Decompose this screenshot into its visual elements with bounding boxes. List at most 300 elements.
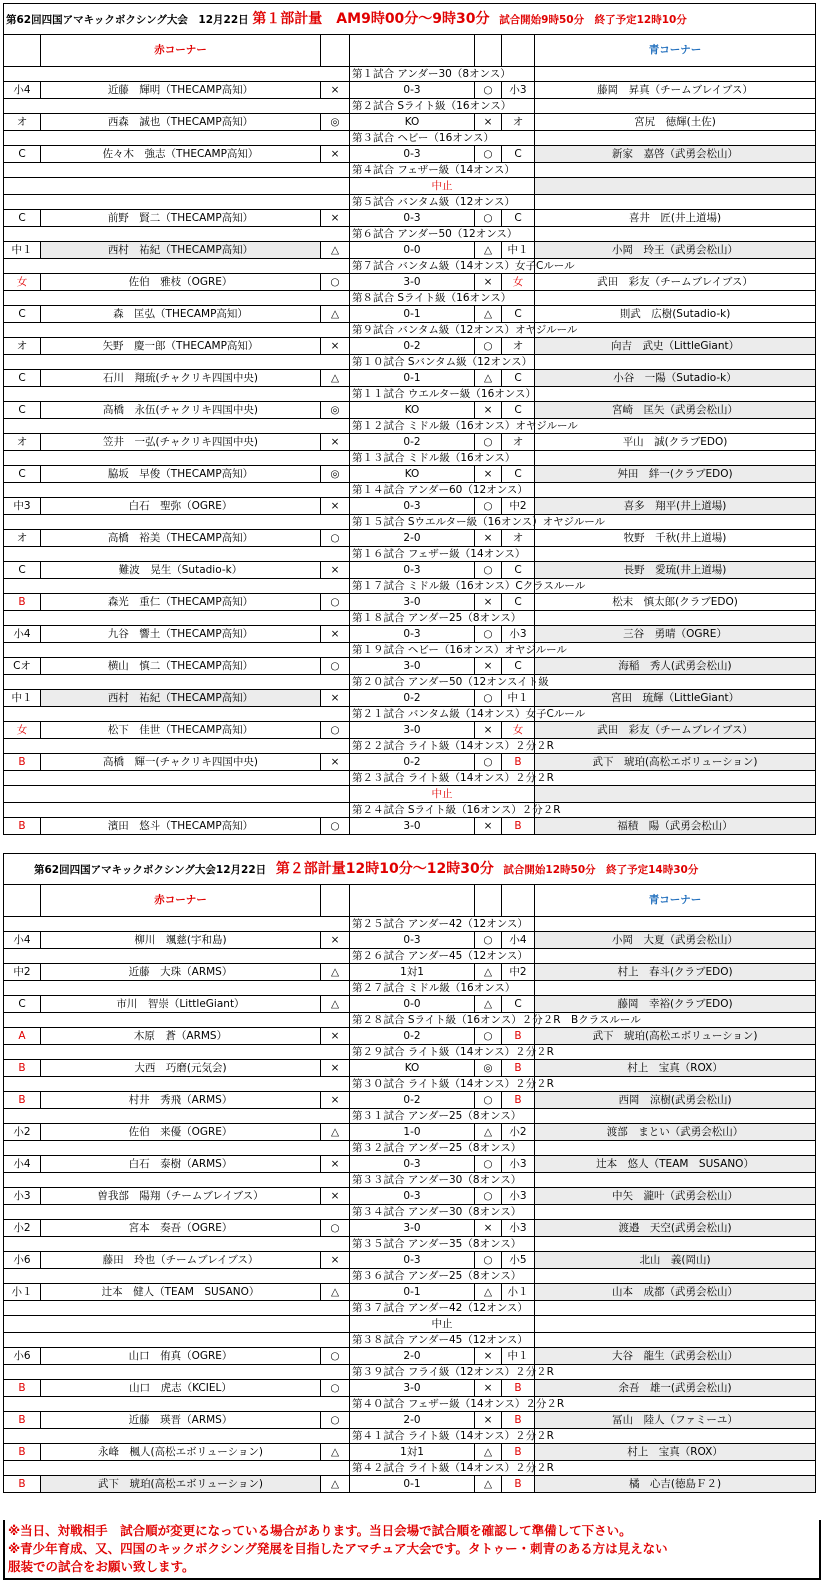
part2-header xyxy=(4,854,816,885)
blue-class: 小3 xyxy=(502,1188,535,1205)
bout-label: 第１１試合 ウエルター級（16オンス） xyxy=(350,387,535,402)
bout-label: 第１０試合 Sバンタム級（12オンス） xyxy=(350,355,535,370)
blue-class: 中2 xyxy=(502,964,535,981)
bout-score: 0-3 xyxy=(350,562,475,579)
bout-row xyxy=(4,594,816,611)
bout-label-row xyxy=(4,675,816,690)
bout-label-row xyxy=(4,1461,816,1476)
cancelled-label: 中止 xyxy=(350,1316,535,1333)
bout-score: 3-0 xyxy=(350,818,475,835)
blue-result-mark: × xyxy=(475,658,502,675)
blue-fighter-name: 向吉 武史（LittleGiant） xyxy=(535,338,816,355)
bout-label-row xyxy=(4,707,816,722)
bout-score: 3-0 xyxy=(350,722,475,739)
red-result-mark: × xyxy=(321,210,350,227)
red-result-mark: ◎ xyxy=(321,466,350,483)
red-fighter-name: 大西 巧磨(元気会) xyxy=(41,1060,321,1077)
bout-row xyxy=(4,1060,816,1077)
blue-fighter-name: 藤岡 昇真（チームブレイブス） xyxy=(535,82,816,99)
red-result-mark: × xyxy=(321,1060,350,1077)
bout-label: 第１６試合 フェザー級（14オンス） xyxy=(350,547,535,562)
bout-row xyxy=(4,210,816,227)
bout-row xyxy=(4,658,816,675)
blue-fighter-name: 舛田 絆一(クラブEDO) xyxy=(535,466,816,483)
red-fighter-name: 矢野 慶一郎（THECAMP高知） xyxy=(41,338,321,355)
red-result-mark: × xyxy=(321,434,350,451)
bout-label-row xyxy=(4,1205,816,1220)
bout-score: 0-3 xyxy=(350,626,475,643)
red-class: Cオ xyxy=(4,658,41,675)
bout-label: 第３５試合 アンダー35（8オンス） xyxy=(350,1237,535,1252)
bout-label-row xyxy=(4,1333,816,1348)
bout-label-row xyxy=(4,1173,816,1188)
blue-fighter-name: 北山 義(岡山) xyxy=(535,1252,816,1269)
bout-score: 0-2 xyxy=(350,690,475,707)
red-class: B xyxy=(4,1476,41,1493)
blue-class: オ xyxy=(502,530,535,547)
bout-score: 3-0 xyxy=(350,1220,475,1237)
blue-fighter-name: 武田 彩友（チームブレイブス） xyxy=(535,722,816,739)
blue-class: C xyxy=(502,594,535,611)
red-fighter-name: 前野 賢二（THECAMP高知） xyxy=(41,210,321,227)
red-result-mark: △ xyxy=(321,996,350,1013)
bout-label-row xyxy=(4,163,816,178)
bout-score: 3-0 xyxy=(350,658,475,675)
part2-schedule xyxy=(3,853,815,1493)
bout-row xyxy=(4,1092,816,1109)
blue-class: B xyxy=(502,754,535,771)
blue-result-mark: △ xyxy=(475,1284,502,1301)
red-class: 小4 xyxy=(4,1156,41,1173)
red-result-mark: × xyxy=(321,626,350,643)
blue-fighter-name: 新家 嘉啓（武勇会松山） xyxy=(535,146,816,163)
blue-fighter-name: 小岡 大夏（武勇会松山） xyxy=(535,932,816,949)
bout-row xyxy=(4,1028,816,1045)
blue-result-mark: △ xyxy=(475,964,502,981)
blue-class: オ xyxy=(502,114,535,131)
blue-fighter-name: 辻本 悠人（TEAM SUSANO） xyxy=(535,1156,816,1173)
bout-row xyxy=(4,306,816,323)
blue-fighter-name: 村上 春斗(クラブEDO) xyxy=(535,964,816,981)
bout-label-row xyxy=(4,1109,816,1124)
red-result-mark: × xyxy=(321,562,350,579)
red-class: 女 xyxy=(4,274,41,291)
red-result-mark: × xyxy=(321,82,350,99)
bout-label: 第１２試合 ミドル級（16オンス）オヤジルール xyxy=(350,419,535,434)
blue-class: B xyxy=(502,1476,535,1493)
red-result-mark: ◎ xyxy=(321,114,350,131)
red-class: B xyxy=(4,818,41,835)
blue-result-mark: ○ xyxy=(475,82,502,99)
bout-label: 第２５試合 アンダー42（12オンス） xyxy=(350,917,535,932)
bout-row xyxy=(4,786,816,803)
red-class: 中１ xyxy=(4,690,41,707)
red-fighter-name: 永峰 楓人(高松エボリューション) xyxy=(41,1444,321,1461)
blue-class: C xyxy=(502,306,535,323)
bout-label-row xyxy=(4,917,816,932)
bout-label: 第３４試合 アンダー30（8オンス） xyxy=(350,1205,535,1220)
bout-label-row xyxy=(4,259,816,274)
blue-fighter-name: 橘 心吉(徳島Ｆ２) xyxy=(535,1476,816,1493)
bout-label: 第３３試合 アンダー30（8オンス） xyxy=(350,1173,535,1188)
bout-label: 第３試合 ヘビー（16オンス） xyxy=(350,131,535,146)
blue-fighter-name: 喜多 翔平(井上道場) xyxy=(535,498,816,515)
blue-result-mark: ○ xyxy=(475,932,502,949)
blue-result-mark: × xyxy=(475,1348,502,1365)
red-fighter-name: 西村 祐紀（THECAMP高知） xyxy=(41,242,321,259)
notes-box xyxy=(3,1520,821,1580)
red-fighter-name: 難波 晃生（Sutadio-k） xyxy=(41,562,321,579)
part2-table xyxy=(3,853,816,1493)
bout-row xyxy=(4,274,816,291)
red-result-mark: △ xyxy=(321,242,350,259)
bout-label: 第５試合 バンタム級（12オンス） xyxy=(350,195,535,210)
blue-fighter-name: 山本 成都（武勇会松山） xyxy=(535,1284,816,1301)
bout-score: KO xyxy=(350,1060,475,1077)
red-result-mark: △ xyxy=(321,370,350,387)
bout-label: 第２４試合 Sライト級（16オンス）２分２R xyxy=(350,803,535,818)
red-result-mark: △ xyxy=(321,964,350,981)
bout-label: 第１８試合 アンダー25（8オンス） xyxy=(350,611,535,626)
red-fighter-name: 高橋 裕美（THECAMP高知） xyxy=(41,530,321,547)
bout-score: 3-0 xyxy=(350,274,475,291)
bout-row xyxy=(4,1252,816,1269)
blue-result-mark: ○ xyxy=(475,754,502,771)
blue-result-mark: ○ xyxy=(475,1028,502,1045)
bout-row xyxy=(4,370,816,387)
red-class: 中2 xyxy=(4,964,41,981)
bout-label: 第６試合 アンダー50（12オンス） xyxy=(350,227,535,242)
blue-result-mark: ○ xyxy=(475,1156,502,1173)
bout-label-row xyxy=(4,611,816,626)
blue-fighter-name: 小谷 一陽（Sutadio-k） xyxy=(535,370,816,387)
blue-fighter-name: 中矢 瀧叶（武勇会松山） xyxy=(535,1188,816,1205)
red-fighter-name: 高橋 永伍(チャクリキ四国中央) xyxy=(41,402,321,419)
bout-label: 第４０試合 フェザー級（14オンス）２分２R xyxy=(350,1397,535,1412)
bout-label: 第３２試合 アンダー25（8オンス） xyxy=(350,1141,535,1156)
blue-result-mark: ○ xyxy=(475,1252,502,1269)
red-class: 女 xyxy=(4,722,41,739)
red-fighter-name: 白石 聖弥（OGRE） xyxy=(41,498,321,515)
bout-score: 0-2 xyxy=(350,1028,475,1045)
bout-label: 第３９試合 フライ級（12オンス）２分２R xyxy=(350,1365,535,1380)
red-fighter-name: 脇坂 早俊（THECAMP高知） xyxy=(41,466,321,483)
bout-label-row xyxy=(4,451,816,466)
red-fighter-name: 笠井 一弘(チャクリキ四国中央) xyxy=(41,434,321,451)
red-result-mark: × xyxy=(321,146,350,163)
bout-label-row xyxy=(4,579,816,594)
red-result-mark: × xyxy=(321,1156,350,1173)
bout-score: 0-2 xyxy=(350,434,475,451)
blue-class: C xyxy=(502,402,535,419)
red-fighter-name: 木原 蒼（ARMS） xyxy=(41,1028,321,1045)
blue-result-mark: × xyxy=(475,402,502,419)
event-title: 第62回四国アマキックボクシング大会12月22日 xyxy=(34,864,267,876)
blue-fighter-name: 村上 宝真（ROX） xyxy=(535,1444,816,1461)
bout-score: 0-3 xyxy=(350,1252,475,1269)
red-class: B xyxy=(4,1412,41,1429)
bout-row xyxy=(4,178,816,195)
blue-fighter-name: 武下 琥珀(高松エボリューション) xyxy=(535,754,816,771)
note-line: 服装での試合をお願い致します。 xyxy=(8,1559,195,1574)
red-result-mark: × xyxy=(321,932,350,949)
blue-fighter-name: 余吾 雄一(武勇会松山) xyxy=(535,1380,816,1397)
bout-row xyxy=(4,626,816,643)
red-fighter-name: 佐伯 来優（OGRE） xyxy=(41,1124,321,1141)
blue-fighter-name: 長野 愛琉(井上道場) xyxy=(535,562,816,579)
red-fighter-name: 近藤 輝明（THECAMP高知） xyxy=(41,82,321,99)
blue-result-mark: × xyxy=(475,1380,502,1397)
bout-label-row xyxy=(4,419,816,434)
red-fighter-name: 柳川 颯慈(宇和島) xyxy=(41,932,321,949)
red-class: 小2 xyxy=(4,1220,41,1237)
red-result-mark: ○ xyxy=(321,274,350,291)
bout-label: 第３１試合 アンダー25（8オンス） xyxy=(350,1109,535,1124)
cancelled-label: 中止 xyxy=(350,178,535,195)
bout-label-row xyxy=(4,291,816,306)
bout-row xyxy=(4,338,816,355)
bout-label: 第２３試合 ライト級（14オンス）２分２R xyxy=(350,771,535,786)
bout-row xyxy=(4,530,816,547)
bout-label: 第７試合 バンタム級（14オンス）女子Cルール xyxy=(350,259,535,274)
blue-result-mark: ◎ xyxy=(475,1060,502,1077)
blue-result-mark: ○ xyxy=(475,1188,502,1205)
bout-label-row xyxy=(4,67,816,82)
bout-score: 0-1 xyxy=(350,1476,475,1493)
blue-class: 中１ xyxy=(502,690,535,707)
red-class: C xyxy=(4,996,41,1013)
blue-fighter-name: 小岡 玲王（武勇会松山） xyxy=(535,242,816,259)
bout-score: 0-3 xyxy=(350,146,475,163)
red-fighter-name: 近藤 瑛晋（ARMS） xyxy=(41,1412,321,1429)
bout-label-row xyxy=(4,1397,816,1412)
bout-row xyxy=(4,498,816,515)
bout-label-row xyxy=(4,387,816,402)
red-result-mark: × xyxy=(321,754,350,771)
red-class: C xyxy=(4,146,41,163)
red-fighter-name: 山口 侑真（OGRE） xyxy=(41,1348,321,1365)
bout-row xyxy=(4,402,816,419)
blue-result-mark: ○ xyxy=(475,562,502,579)
blue-result-mark: ○ xyxy=(475,338,502,355)
blue-fighter-name: 海稲 秀人(武勇会松山) xyxy=(535,658,816,675)
blue-result-mark: ○ xyxy=(475,434,502,451)
blue-corner-label: 青コーナー xyxy=(535,35,816,67)
bout-score: 0-1 xyxy=(350,306,475,323)
bout-label: 第３８試合 アンダー45（12オンス） xyxy=(350,1333,535,1348)
bout-label: 第４２試合 ライト級（14オンス）２分２R xyxy=(350,1461,535,1476)
part1-header xyxy=(4,4,816,35)
blue-class: 中１ xyxy=(502,1348,535,1365)
bout-label: 第２１試合 バンタム級（14オンス）女子Cルール xyxy=(350,707,535,722)
bout-label-row xyxy=(4,195,816,210)
red-class: C xyxy=(4,370,41,387)
blue-class: 中2 xyxy=(502,498,535,515)
bout-score: 2-0 xyxy=(350,1348,475,1365)
red-fighter-name: 濱田 悠斗（THECAMP高知） xyxy=(41,818,321,835)
blue-result-mark: ○ xyxy=(475,1092,502,1109)
blue-class: 小2 xyxy=(502,1124,535,1141)
red-result-mark: × xyxy=(321,1252,350,1269)
red-fighter-name: 九谷 響土（THECAMP高知） xyxy=(41,626,321,643)
bout-score: 0-1 xyxy=(350,370,475,387)
blue-class: 小5 xyxy=(502,1252,535,1269)
bout-label: 第１５試合 Sウエルター級（16オンス）オヤジルール xyxy=(350,515,535,530)
bout-label-row xyxy=(4,355,816,370)
bout-label: 第３７試合 アンダー42（12オンス） xyxy=(350,1301,535,1316)
bout-score: 1対1 xyxy=(350,964,475,981)
bout-label-row xyxy=(4,1237,816,1252)
red-fighter-name: 武下 琥珀(高松エボリューション) xyxy=(41,1476,321,1493)
red-class: オ xyxy=(4,114,41,131)
bout-row xyxy=(4,964,816,981)
blue-class: C xyxy=(502,658,535,675)
blue-fighter-name: 平山 誠(クラブEDO) xyxy=(535,434,816,451)
bout-label: 第８試合 Sライト級（16オンス） xyxy=(350,291,535,306)
red-fighter-name: 西森 誠也（THECAMP高知） xyxy=(41,114,321,131)
blue-result-mark: ○ xyxy=(475,690,502,707)
bout-label-row xyxy=(4,803,816,818)
red-result-mark: × xyxy=(321,690,350,707)
bout-label: 第１３試合 ミドル級（16オンス） xyxy=(350,451,535,466)
red-class: 中１ xyxy=(4,242,41,259)
bout-label-row xyxy=(4,1269,816,1284)
bout-score: 0-2 xyxy=(350,1092,475,1109)
blue-result-mark: × xyxy=(475,818,502,835)
blue-result-mark: × xyxy=(475,594,502,611)
red-fighter-name: 高橋 輝一(チャクリキ四国中央) xyxy=(41,754,321,771)
blue-fighter-name: 福積 陽（武勇会松山） xyxy=(535,818,816,835)
blue-class: 中１ xyxy=(502,242,535,259)
bout-score: 3-0 xyxy=(350,1380,475,1397)
blue-class: B xyxy=(502,1412,535,1429)
bout-label-row xyxy=(4,771,816,786)
bout-label-row xyxy=(4,547,816,562)
red-class: 小6 xyxy=(4,1252,41,1269)
bout-label-row xyxy=(4,227,816,242)
red-class: A xyxy=(4,1028,41,1045)
red-result-mark: △ xyxy=(321,1444,350,1461)
bout-label: 第２０試合 アンダー50（12オンスイト級 xyxy=(350,675,535,690)
blue-class: 小3 xyxy=(502,82,535,99)
blue-corner-label: 青コーナー xyxy=(535,885,816,917)
red-fighter-name: 村井 秀飛（ARMS） xyxy=(41,1092,321,1109)
blue-class: C xyxy=(502,996,535,1013)
bout-score: 0-3 xyxy=(350,210,475,227)
bout-score: 3-0 xyxy=(350,594,475,611)
red-fighter-name: 森光 重仁（THECAMP高知） xyxy=(41,594,321,611)
red-result-mark: × xyxy=(321,498,350,515)
bout-row xyxy=(4,754,816,771)
blue-fighter-name: 宮崎 匡矢（武勇会松山） xyxy=(535,402,816,419)
bout-row xyxy=(4,1444,816,1461)
bout-row xyxy=(4,1156,816,1173)
bout-row xyxy=(4,1348,816,1365)
red-fighter-name: 市川 智崇（LittleGiant） xyxy=(41,996,321,1013)
bout-label-row xyxy=(4,131,816,146)
bout-score: 2-0 xyxy=(350,1412,475,1429)
red-fighter-name: 藤田 玲也（チームブレイブス） xyxy=(41,1252,321,1269)
blue-class: 小4 xyxy=(502,932,535,949)
bout-label-row xyxy=(4,99,816,114)
bout-row xyxy=(4,1220,816,1237)
bout-score: 0-1 xyxy=(350,1284,475,1301)
blue-result-mark: △ xyxy=(475,1124,502,1141)
blue-class: C xyxy=(502,146,535,163)
blue-class: 女 xyxy=(502,274,535,291)
bout-label-row xyxy=(4,1365,816,1380)
bout-label: 第２２試合 ライト級（14オンス）２分２R xyxy=(350,739,535,754)
bout-score: 0-0 xyxy=(350,242,475,259)
bout-row xyxy=(4,1380,816,1397)
blue-fighter-name: 村上 宝真（ROX） xyxy=(535,1060,816,1077)
bout-row xyxy=(4,818,816,835)
red-fighter-name: 横山 慎二（THECAMP高知） xyxy=(41,658,321,675)
red-fighter-name: 曽我部 陽翔（チームブレイブス） xyxy=(41,1188,321,1205)
blue-fighter-name: 則武 広樹(Sutadio-k) xyxy=(535,306,816,323)
bout-row xyxy=(4,1412,816,1429)
blue-result-mark: ○ xyxy=(475,146,502,163)
blue-class: B xyxy=(502,818,535,835)
red-result-mark: △ xyxy=(321,1124,350,1141)
blue-class: C xyxy=(502,466,535,483)
bout-label: 第９試合 バンタム級（12オンス）オヤジルール xyxy=(350,323,535,338)
note-line: ※青少年育成、又、四国のキックボクシング発展を目指したアマチュア大会です。タトゥー・刺青のある方は見えない xyxy=(8,1541,668,1556)
blue-fighter-name: 松末 慎太郎(クラブEDO) xyxy=(535,594,816,611)
blue-class: オ xyxy=(502,338,535,355)
blue-class: B xyxy=(502,1060,535,1077)
bout-row xyxy=(4,466,816,483)
red-class: B xyxy=(4,1060,41,1077)
blue-fighter-name: 冨山 陸人（ファミーユ） xyxy=(535,1412,816,1429)
red-corner-label: 赤コーナー xyxy=(41,35,321,67)
corner-header xyxy=(4,885,816,917)
red-result-mark: ○ xyxy=(321,1220,350,1237)
red-class: 中3 xyxy=(4,498,41,515)
red-class: C xyxy=(4,562,41,579)
blue-result-mark: × xyxy=(475,722,502,739)
bout-row xyxy=(4,1476,816,1493)
red-fighter-name: 近藤 大珠（ARMS） xyxy=(41,964,321,981)
red-result-mark: × xyxy=(321,1188,350,1205)
bout-row xyxy=(4,434,816,451)
bout-row xyxy=(4,562,816,579)
blue-class: 小3 xyxy=(502,626,535,643)
bout-row xyxy=(4,690,816,707)
red-class: 小4 xyxy=(4,626,41,643)
red-result-mark: ◎ xyxy=(321,402,350,419)
bout-score: 0-3 xyxy=(350,1156,475,1173)
red-fighter-name: 森 匡弘（THECAMP高知） xyxy=(41,306,321,323)
cancelled-label: 中止 xyxy=(350,786,535,803)
blue-result-mark: × xyxy=(475,1220,502,1237)
blue-fighter-name: 武下 琥珀(高松エボリューション) xyxy=(535,1028,816,1045)
red-class: オ xyxy=(4,434,41,451)
bout-score: KO xyxy=(350,114,475,131)
red-class: オ xyxy=(4,530,41,547)
red-class: 小4 xyxy=(4,82,41,99)
bout-label-row xyxy=(4,1077,816,1092)
red-class: B xyxy=(4,594,41,611)
red-fighter-name: 松下 佳世（THECAMP高知） xyxy=(41,722,321,739)
red-fighter-name: 石川 翔琉(チャクリキ四国中央) xyxy=(41,370,321,387)
red-result-mark: △ xyxy=(321,1476,350,1493)
red-result-mark: × xyxy=(321,1092,350,1109)
bout-label: 第３０試合 ライト級（14オンス）２分２R xyxy=(350,1077,535,1092)
bout-row xyxy=(4,722,816,739)
bout-label: 第２９試合 ライト級（14オンス）２分２R xyxy=(350,1045,535,1060)
bout-label-row xyxy=(4,1301,816,1316)
